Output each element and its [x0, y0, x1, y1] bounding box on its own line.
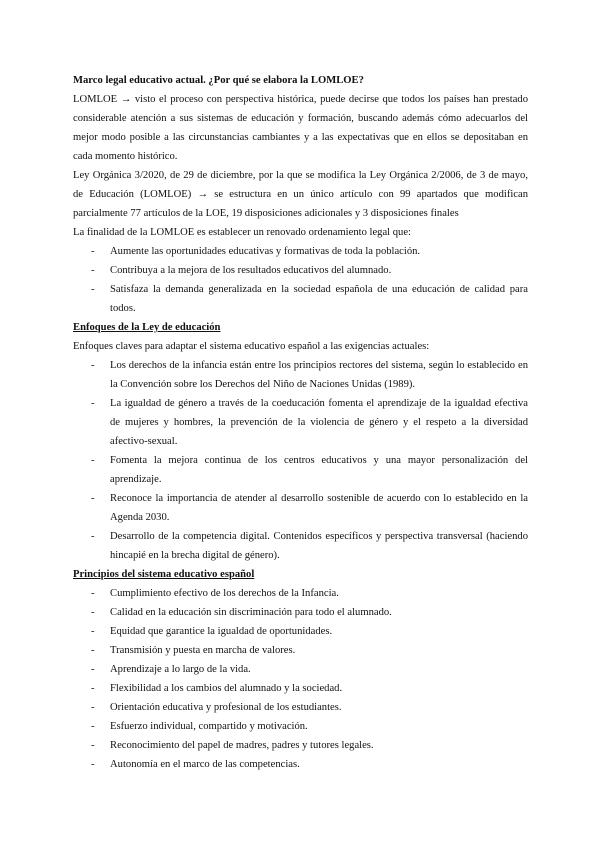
list-item [73, 755, 528, 774]
list-dash: - [91, 740, 95, 751]
list-dash: - [91, 246, 95, 257]
list-item [73, 603, 528, 622]
list-dash: - [91, 607, 95, 618]
principles-list [73, 584, 528, 774]
list-dash: - [91, 759, 95, 770]
list-item [73, 394, 528, 451]
list-item [73, 622, 528, 641]
list-item-text: Aumente las oportunidades educativas y formativas de toda la población. [110, 246, 421, 257]
document-body [73, 71, 528, 774]
list-item-text: Los derechos de la infancia están entre los principios rectores del sistema, según lo establecido en la Convención sobre los Derechos del Niño de Naciones Unidas (1989). [110, 360, 528, 390]
list-dash: - [91, 664, 95, 675]
list-dash: - [91, 531, 95, 542]
principles-heading: Principios del sistema educativo español [73, 569, 255, 580]
list-item-text: Reconoce la importancia de atender al desarrollo sostenible de acuerdo con lo establecido en la Agenda 2030. [110, 493, 528, 523]
list-dash: - [91, 265, 95, 276]
list-item-text: Cumplimiento efectivo de los derechos de la Infancia. [110, 588, 339, 599]
list-item [73, 280, 528, 318]
list-dash: - [91, 645, 95, 656]
list-item [73, 660, 528, 679]
list-item-text: Satisfaza la demanda generalizada en la sociedad española de una educación de calidad para todos. [110, 284, 528, 314]
law-paragraph: Ley Orgánica 3/2020, de 29 de diciembre, por la que se modifica la Ley Orgánica 2/2006, de 3 de mayo, de Educación (LOMLOE) → se estructura en un único artículo con 99 apartados que modifican parcialmente 77 artículos de la LOE, 19 disposiciones adicionales y 3 disposiciones finales [73, 170, 528, 219]
list-item-text: Orientación educativa y profesional de los estudiantes. [110, 702, 342, 713]
list-item-text: Autonomía en el marco de las competencias. [110, 759, 300, 770]
document-title: Marco legal educativo actual. ¿Por qué se elabora la LOMLOE? [73, 75, 364, 86]
list-item-text: Equidad que garantice la igualdad de oportunidades. [110, 626, 333, 637]
list-item [73, 679, 528, 698]
list-item-text: Reconocimiento del papel de madres, padres y tutores legales. [110, 740, 374, 751]
list-item-text: Esfuerzo individual, compartido y motivación. [110, 721, 308, 732]
list-item-text: Transmisión y puesta en marcha de valores. [110, 645, 296, 656]
list-dash: - [91, 721, 95, 732]
list-dash: - [91, 284, 95, 295]
list-item-text: Desarrollo de la competencia digital. Contenidos específicos y perspectiva transversal (haciendo hincapié en la brecha digital de género). [110, 531, 528, 561]
list-item-text: La igualdad de género a través de la coeducación fomenta el aprendizaje de la igualdad efectiva de mujeres y hombres, la prevención de la violencia de género y el respeto a la diversidad afectivo-sexual. [110, 398, 528, 447]
approaches-heading: Enfoques de la Ley de educación [73, 322, 221, 333]
list-dash: - [91, 455, 95, 466]
list-item [73, 356, 528, 394]
purpose-intro: La finalidad de la LOMLOE es establecer un renovado ordenamiento legal que: [73, 227, 411, 238]
list-item [73, 698, 528, 717]
list-item [73, 641, 528, 660]
list-dash: - [91, 360, 95, 371]
list-item-text: Flexibilidad a los cambios del alumnado y la sociedad. [110, 683, 343, 694]
approaches-list [73, 356, 528, 565]
list-item-text: Calidad en la educación sin discriminación para todo el alumnado. [110, 607, 392, 618]
list-item [73, 717, 528, 736]
list-item [73, 527, 528, 565]
list-item [73, 584, 528, 603]
list-item [73, 261, 528, 280]
list-item [73, 736, 528, 755]
list-item-text: Aprendizaje a lo largo de la vida. [110, 664, 251, 675]
list-dash: - [91, 683, 95, 694]
list-item-text: Fomenta la mejora continua de los centros educativos y una mayor personalización del aprendizaje. [110, 455, 528, 485]
approaches-intro: Enfoques claves para adaptar el sistema educativo español a las exigencias actuales: [73, 341, 430, 352]
list-dash: - [91, 702, 95, 713]
list-item [73, 451, 528, 489]
intro-paragraph: LOMLOE → visto el proceso con perspectiva histórica, puede decirse que todos los países han prestado considerable atención a sus sistemas de educación y formación, buscando además cómo adecuarlos del mejor modo posible a las circunstancias cambiantes y a las expectativas que en ellos se depositaban en cada momento histórico. [73, 94, 528, 162]
list-item [73, 489, 528, 527]
list-dash: - [91, 588, 95, 599]
list-item [73, 242, 528, 261]
list-dash: - [91, 398, 95, 409]
purpose-list [73, 242, 528, 318]
list-dash: - [91, 626, 95, 637]
list-item-text: Contribuya a la mejora de los resultados educativos del alumnado. [110, 265, 392, 276]
list-dash: - [91, 493, 95, 504]
